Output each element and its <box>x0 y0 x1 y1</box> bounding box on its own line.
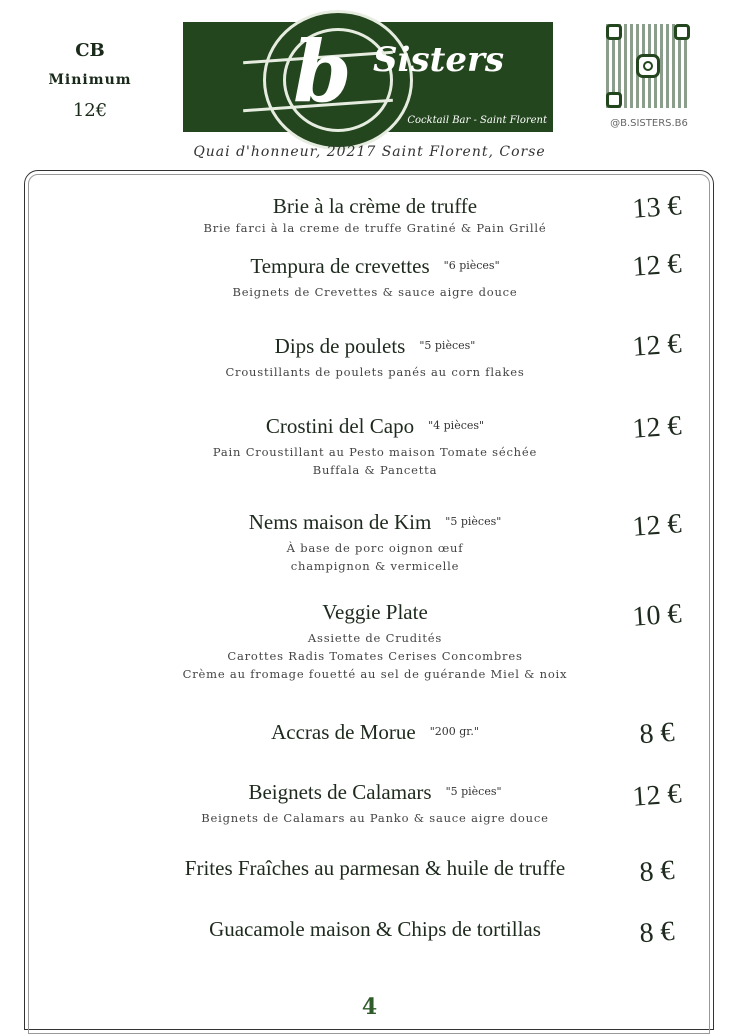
instagram-icon <box>636 54 660 78</box>
logo-name: Sisters <box>373 40 505 80</box>
item-price: 13 € <box>631 190 683 225</box>
item-quantity-note: "4 pièces" <box>428 419 485 432</box>
menu-item <box>110 334 640 381</box>
instagram-handle[interactable]: @B.SISTERS.B6 <box>610 118 688 129</box>
minimum-label: Minimum <box>48 72 132 88</box>
item-name: Tempura de crevettes <box>250 254 430 278</box>
logo-b: b <box>293 22 352 121</box>
item-description: Buffala & Pancetta <box>312 463 438 477</box>
logo <box>183 22 553 132</box>
item-name: Frites Fraîches au parmesan & huile de truffe <box>184 856 566 880</box>
item-quantity-note: "200 gr." <box>429 725 479 738</box>
address: Quai d'honneur, 20217 Saint Florent, Corse <box>193 144 546 160</box>
item-name: Beignets de Calamars <box>248 780 432 804</box>
qr-corner <box>674 24 690 40</box>
item-name: Guacamole maison & Chips de tortillas <box>209 917 541 941</box>
item-quantity-note: "6 pièces" <box>443 259 500 272</box>
menu-item <box>110 780 640 827</box>
item-name: Accras de Morue <box>271 720 416 744</box>
item-description: Crème au fromage fouetté au sel de guérande Miel & noix <box>182 667 568 681</box>
menu-item <box>110 510 640 575</box>
menu-item <box>110 194 640 237</box>
item-description: Assiette de Crudités <box>307 631 443 645</box>
item-name: Dips de poulets <box>274 334 406 358</box>
item-price: 12 € <box>631 508 683 543</box>
item-name: Crostini del Capo <box>265 414 415 438</box>
item-quantity-note: "5 pièces" <box>419 339 476 352</box>
item-description: Beignets de Calamars au Panko & sauce aigre douce <box>201 811 549 825</box>
page-number: 4 <box>361 994 378 1020</box>
item-price: 10 € <box>631 598 683 633</box>
item-price: 8 € <box>638 854 676 889</box>
menu-item <box>110 720 640 745</box>
item-description: Brie farci à la creme de truffe Gratiné & Pain Grillé <box>203 221 547 235</box>
menu-item <box>110 600 640 683</box>
item-description: Carottes Radis Tomates Cerises Concombres <box>227 649 523 663</box>
item-quantity-note: "5 pièces" <box>445 785 502 798</box>
item-name: Nems maison de Kim <box>248 510 432 534</box>
item-description: Beignets de Crevettes & sauce aigre douce <box>232 285 518 299</box>
item-price: 8 € <box>638 915 676 950</box>
qr-corner <box>606 92 622 108</box>
minimum-amount: 12€ <box>72 100 108 121</box>
item-description: Croustillants de poulets panés au corn flakes <box>225 365 525 379</box>
item-price: 8 € <box>638 716 676 751</box>
item-description: Pain Croustillant au Pesto maison Tomate séchée <box>212 445 538 459</box>
item-name: Veggie Plate <box>322 600 428 624</box>
item-price: 12 € <box>631 248 683 283</box>
item-description: À base de porc oignon œuf <box>286 541 464 555</box>
item-name: Brie à la crème de truffe <box>272 194 478 218</box>
item-price: 12 € <box>631 328 683 363</box>
qr-corner <box>606 24 622 40</box>
menu-item <box>110 917 640 942</box>
menu-item <box>110 254 640 301</box>
menu-item <box>110 856 640 881</box>
item-description: champignon & vermicelle <box>290 559 460 573</box>
payment-cb: CB <box>75 40 105 61</box>
item-price: 12 € <box>631 410 683 445</box>
item-quantity-note: "5 pièces" <box>445 515 502 528</box>
logo-tagline: Cocktail Bar - Saint Florent <box>407 115 547 126</box>
menu-item <box>110 414 640 479</box>
item-price: 12 € <box>631 778 683 813</box>
